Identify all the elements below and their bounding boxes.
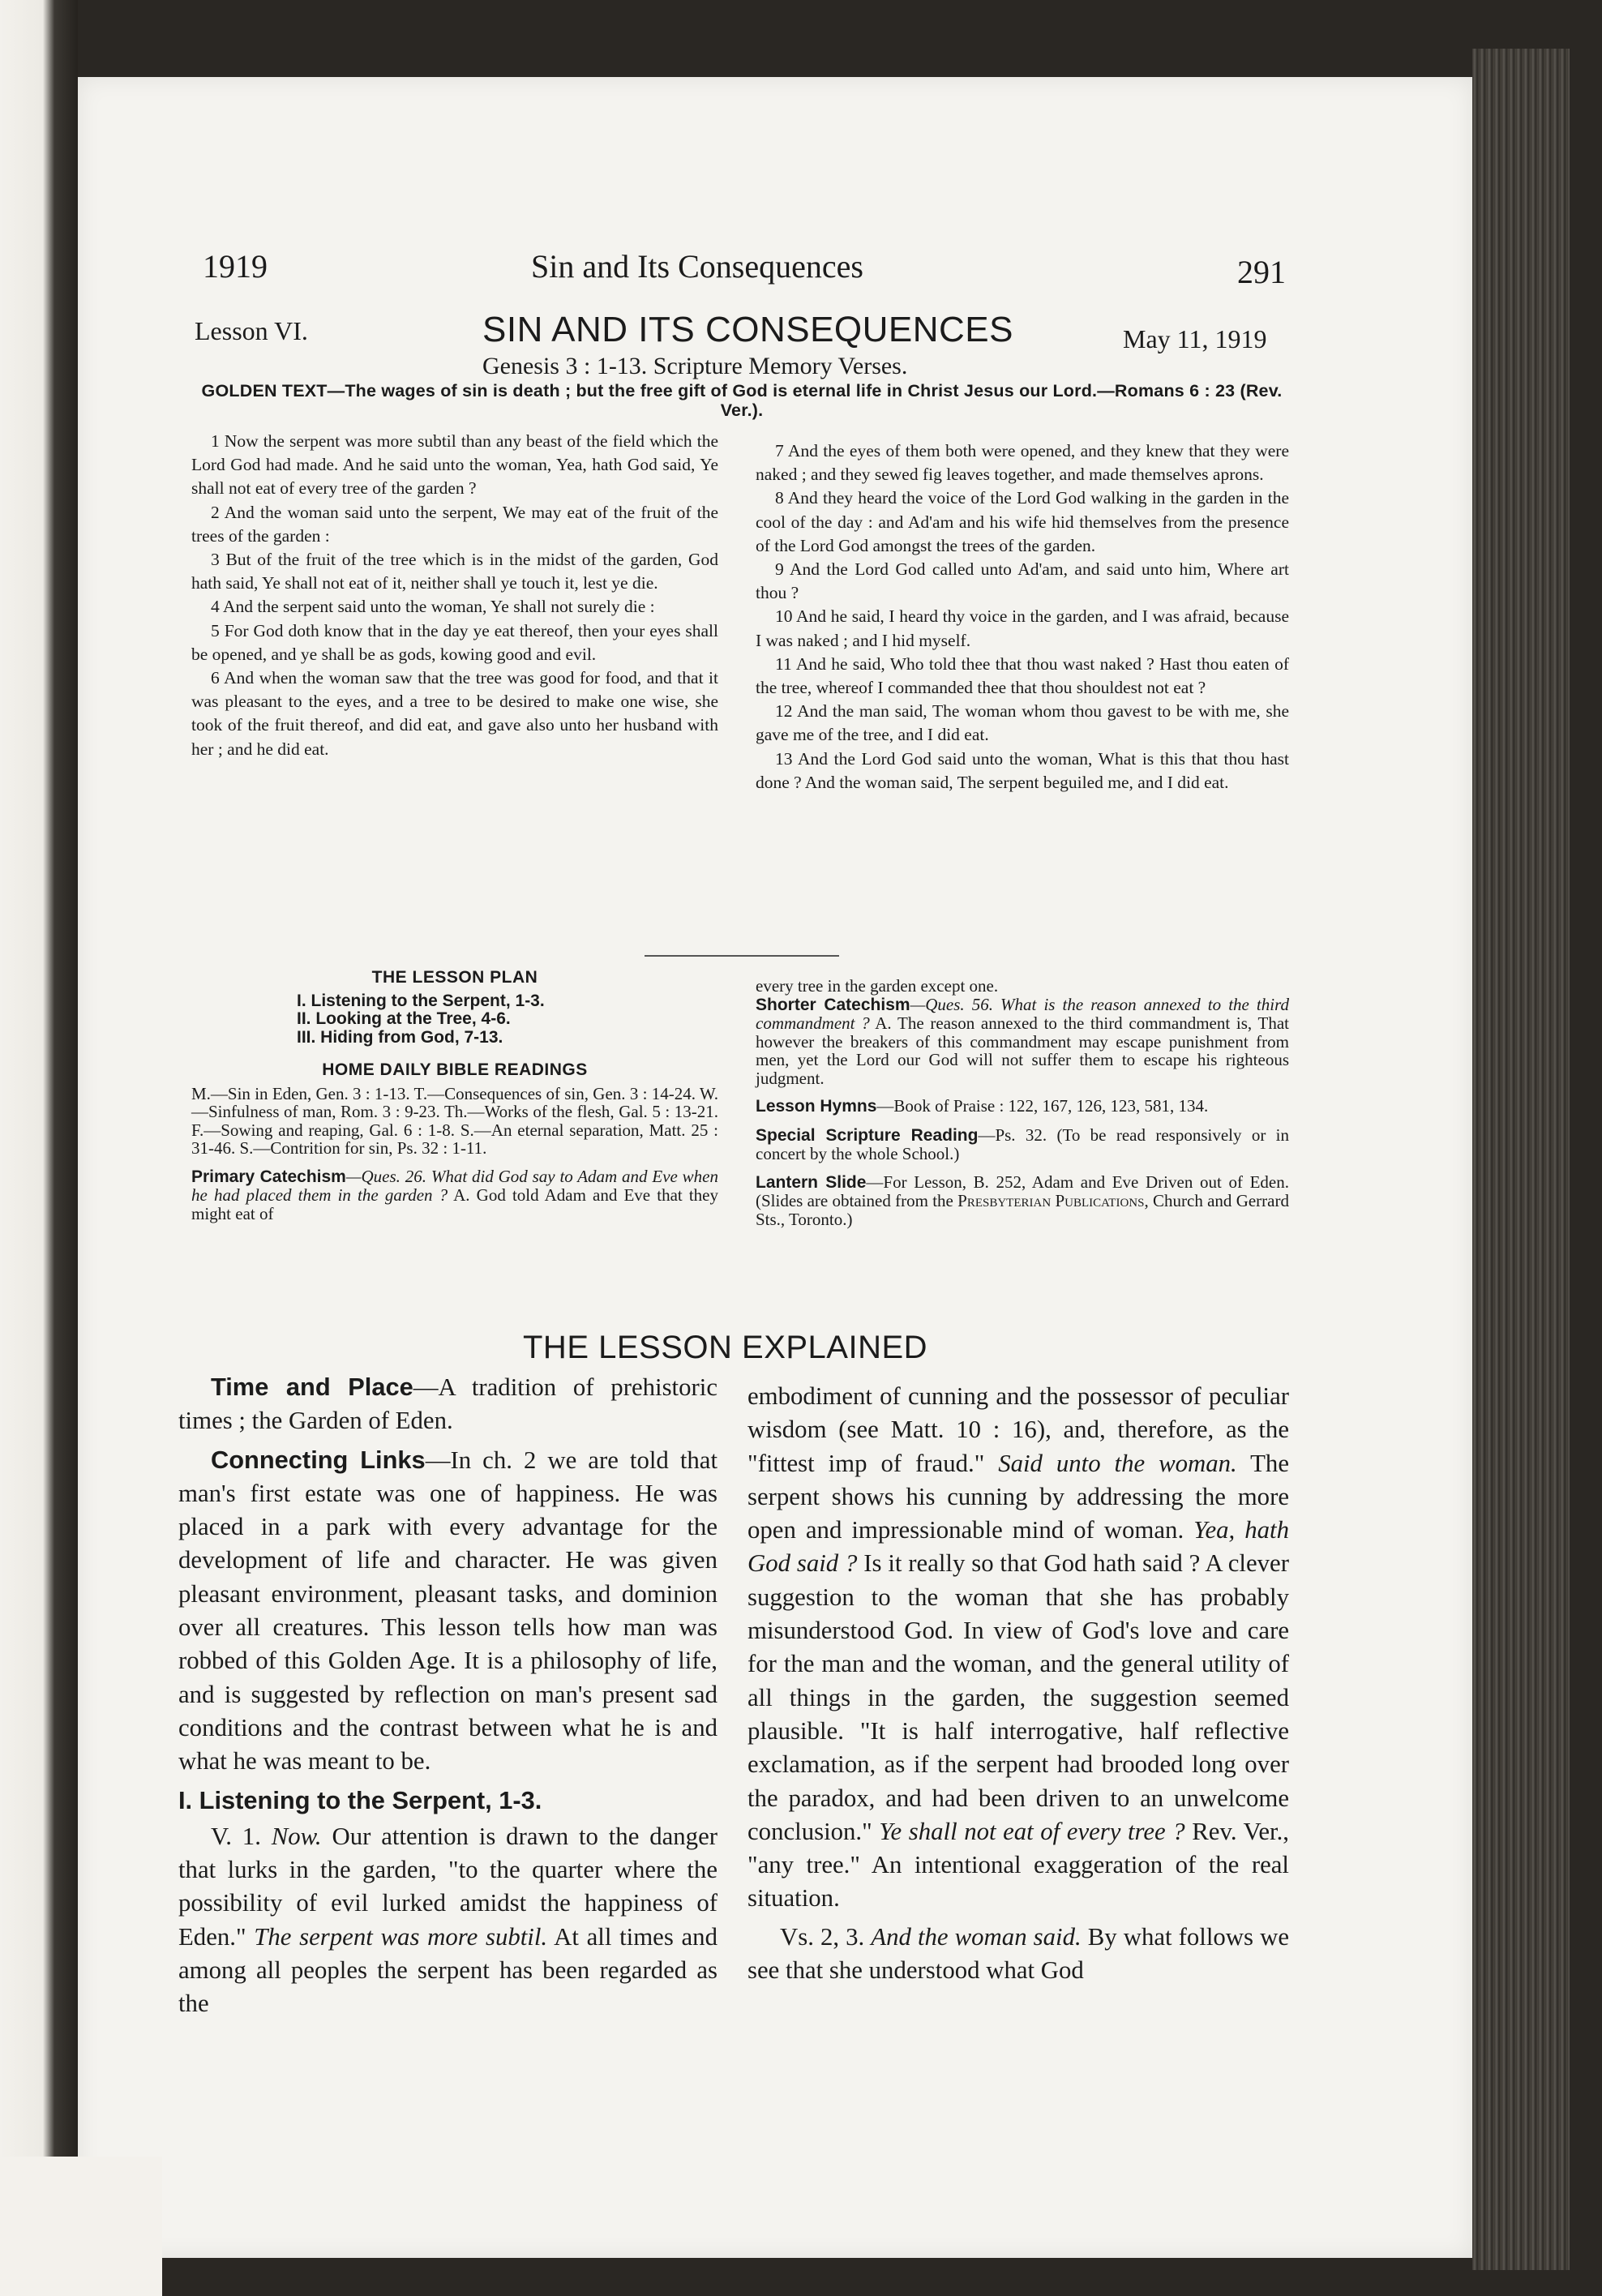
shorter-catechism-answer: A. The reason annexed to the third commandment is, That however the breakers of this commandment may escape punishment from men, yet the Lord our God will not suffer them to escape his righteous judgment. xyxy=(756,1013,1289,1088)
lantern-slide-text-end: , Church and Gerrard Sts., Toronto.) xyxy=(756,1191,1289,1229)
scripture-column-right xyxy=(756,439,1289,795)
primary-catechism-answer: A. God told Adam and Eve that they might eat of xyxy=(191,1185,718,1223)
lesson-plan-list xyxy=(297,992,718,1047)
shorter-catechism-label: Shorter Catechism xyxy=(756,995,910,1014)
quoted-phrase: The serpent was more subtil. xyxy=(254,1922,548,1951)
shorter-catechism xyxy=(756,996,1289,1088)
lesson-plan-heading: THE LESSON PLAN xyxy=(371,968,538,987)
verse: 4 And the serpent said unto the woman, Ye shall not surely die : xyxy=(211,597,655,617)
commentary-text: Is it really so that God hath said ? A clever suggestion to the woman that she has probably misunderstood God. In view of God's love and care for the man and the woman, and the general utility of all things in the garden, the suggestion seemed plausible. "It is half interrogative, half reflective exclamation, as if the serpent had brooded long over the paradox, and had been driven to an unwelcome conclusion." xyxy=(747,1549,1289,1845)
time-and-place-text: —A tradition of prehistoric times ; the Garden of Eden. xyxy=(178,1373,717,1435)
lesson-plan-item: III. Hiding from God, 7-13. xyxy=(297,1027,503,1047)
commentary-text: By what follows we see that she understood what God xyxy=(747,1922,1289,1985)
special-reading-text: —Ps. 32. (To be read responsively or in concert by the whole School.) xyxy=(756,1124,1289,1163)
lesson-date: May 11, 1919 xyxy=(1123,324,1267,353)
commentary-text: Rev. Ver., "any tree." An intentional exaggeration of the real situation. xyxy=(747,1817,1289,1913)
running-head-year: 1919 xyxy=(203,248,268,285)
explanation-column-right xyxy=(747,1380,1289,1992)
quoted-phrase: Ye shall not eat of every tree ? xyxy=(879,1817,1185,1845)
lesson-number: Lesson VI. xyxy=(195,316,308,345)
lesson-hymns xyxy=(756,1097,1289,1116)
verse-label: V. 1. xyxy=(211,1822,272,1850)
lesson-helps-left xyxy=(191,969,718,1232)
lesson-explained-title: THE LESSON EXPLAINED xyxy=(523,1330,928,1365)
connecting-links xyxy=(178,1443,717,1779)
explanation-column-left xyxy=(178,1370,717,2026)
primary-catechism xyxy=(191,1167,718,1223)
golden-text: GOLDEN TEXT—The wages of sin is death ; but the free gift of God is eternal life in Christ Jesus our Lord.—Romans 6 : 23 (Rev. Ver.). xyxy=(201,381,1283,420)
quoted-phrase: Yea, hath God said ? xyxy=(747,1516,1289,1578)
verses-2-3-commentary xyxy=(747,1921,1289,1988)
section-divider xyxy=(645,955,839,957)
time-and-place xyxy=(178,1370,717,1438)
lesson-helps-right xyxy=(756,977,1289,1238)
verse-label: Vs. 2, 3. xyxy=(780,1922,872,1951)
verse: 7 And the eyes of them both were opened, and they knew that they were naked ; and they sewed fig leaves together, and made themselves aprons. xyxy=(756,441,1289,485)
book-gutter-left xyxy=(0,0,78,2296)
verse: 11 And he said, Who told thee that thou wast naked ? Hast thou eaten of the tree, whereof I commanded thee that thou shouldest not eat ? xyxy=(756,653,1289,698)
verse-1-commentary-continued xyxy=(747,1380,1289,1916)
home-readings-text: M.—Sin in Eden, Gen. 3 : 1-13. T.—Consequences of sin, Gen. 3 : 14-24. W.—Sinfulness of man, Rom. 3 : 9-23. Th.—Works of the flesh, Gal. 5 : 13-21. F.—Sowing and reaping, Gal. 6 : 1-8. S.—An eternal separation, Matt. 25 : 31-46. S.—Contrition for sin, Ps. 32 : 1-11. xyxy=(191,1083,718,1158)
commentary-text: At all times and among all peoples the serpent has been regarded as the xyxy=(178,1922,717,2018)
quoted-phrase: And the woman said. xyxy=(871,1922,1082,1951)
special-reading-label: Special Scripture Reading xyxy=(756,1125,979,1145)
lesson-title: SIN AND ITS CONSEQUENCES xyxy=(482,310,1014,349)
publisher-name: Presbyterian Publications xyxy=(957,1191,1145,1210)
primary-catechism-continuation: every tree in the garden except one. xyxy=(756,976,999,996)
verse: 1 Now the serpent was more subtil than any beast of the field which the Lord God had made. And he said unto the woman, Yea, hath God said, Ye shall not eat of every tree of the garden ? xyxy=(191,431,718,499)
verse: 5 For God doth know that in the day ye eat thereof, then your eyes shall be opened, and ye shall be as gods, kowing good and evil. xyxy=(191,620,718,664)
verse: 13 And the Lord God said unto the woman, What is this that thou hast done ? And the woman said, The serpent beguiled me, and I did eat. xyxy=(756,748,1289,792)
commentary-text: Our attention is drawn to the danger that lurks in the garden, "to the quarter where the possibility of evil lurked amidst the happiness of Eden." xyxy=(178,1822,717,1951)
quoted-phrase: Said unto the woman. xyxy=(998,1449,1237,1477)
commentary-text: The serpent shows his cunning by addressing the more open and impressionable mind of woman. xyxy=(747,1449,1289,1544)
verse: 12 And the man said, The woman whom thou gavest to be with me, she gave me of the tree, and I did eat. xyxy=(756,701,1289,745)
primary-catechism-question: —Ques. 26. What did God say to Adam and Eve when he had placed them in the garden ? xyxy=(191,1166,718,1205)
lesson-plan-item: II. Looking at the Tree, 4-6. xyxy=(297,1009,511,1028)
special-reading xyxy=(756,1126,1289,1163)
lesson-plan-item: I. Listening to the Serpent, 1-3. xyxy=(297,991,545,1010)
shorter-catechism-question: —Ques. 56. What is the reason annexed to the third commandment ? xyxy=(756,994,1289,1033)
section-heading: I. Listening to the Serpent, 1-3. xyxy=(178,1785,542,1814)
connecting-links-label: Connecting Links xyxy=(211,1445,426,1474)
primary-catechism-label: Primary Catechism xyxy=(191,1167,346,1186)
lantern-slide xyxy=(756,1173,1289,1229)
lantern-slide-text: —For Lesson, B. 252, Adam and Eve Driven out of Eden. (Slides are obtained from the xyxy=(756,1172,1289,1210)
verse: 3 But of the fruit of the tree which is in the midst of the garden, God hath said, Ye shall not eat of it, neither shall ye touch it, lest ye die. xyxy=(191,550,718,593)
scan-margin-corner xyxy=(0,2157,162,2296)
verse: 2 And the woman said unto the serpent, We may eat of the fruit of the trees of the garden : xyxy=(191,502,718,546)
scripture-reference: Genesis 3 : 1-13. Scripture Memory Verses. xyxy=(482,353,908,379)
running-head-title: Sin and Its Consequences xyxy=(531,248,863,285)
page-number: 291 xyxy=(1237,254,1286,290)
book-page-edges xyxy=(1472,49,1570,2270)
connecting-links-text: —In ch. 2 we are told that man's first estate was one of happiness. He was placed in a park with every advantage for the development of life and character. He was given pleasant environment, pleasant tasks, and dominion over all creatures. This lesson tells how man was robbed of this Golden Age. It is a philosophy of life, and is suggested by reflection on man's present sad conditions and the contrast between what he is and what he was meant to be. xyxy=(178,1446,717,1776)
lesson-hymns-label: Lesson Hymns xyxy=(756,1097,877,1116)
lesson-hymns-text: —Book of Praise : 122, 167, 126, 123, 581, 134. xyxy=(876,1096,1209,1116)
quoted-phrase: Now. xyxy=(271,1822,322,1850)
scripture-column-left xyxy=(191,430,718,761)
verse-1-commentary xyxy=(178,1820,717,2021)
lantern-slide-label: Lantern Slide xyxy=(756,1172,867,1192)
commentary-text: embodiment of cunning and the possessor of peculiar wisdom (see Matt. 10 : 16), and, therefore, as the "fittest imp of fraud." xyxy=(747,1382,1289,1477)
verse: 9 And the Lord God called unto Ad'am, and said unto him, Where art thou ? xyxy=(756,559,1289,603)
time-and-place-label: Time and Place xyxy=(211,1373,413,1401)
verse: 10 And he said, I heard thy voice in the garden, and I was afraid, because I was naked ; and I hid myself. xyxy=(756,606,1289,650)
home-readings-heading: HOME DAILY BIBLE READINGS xyxy=(322,1060,588,1079)
verse: 6 And when the woman saw that the tree was good for food, and that it was pleasant to the eyes, and a tree to be desired to make one wise, she took of the fruit thereof, and did eat, and gave also unto her husband with her ; and he did eat. xyxy=(191,668,718,759)
verse: 8 And they heard the voice of the Lord God walking in the garden in the cool of the day : and Ad'am and his wife hid themselves from the presence of the Lord God amongst the trees of the garden. xyxy=(756,488,1289,555)
